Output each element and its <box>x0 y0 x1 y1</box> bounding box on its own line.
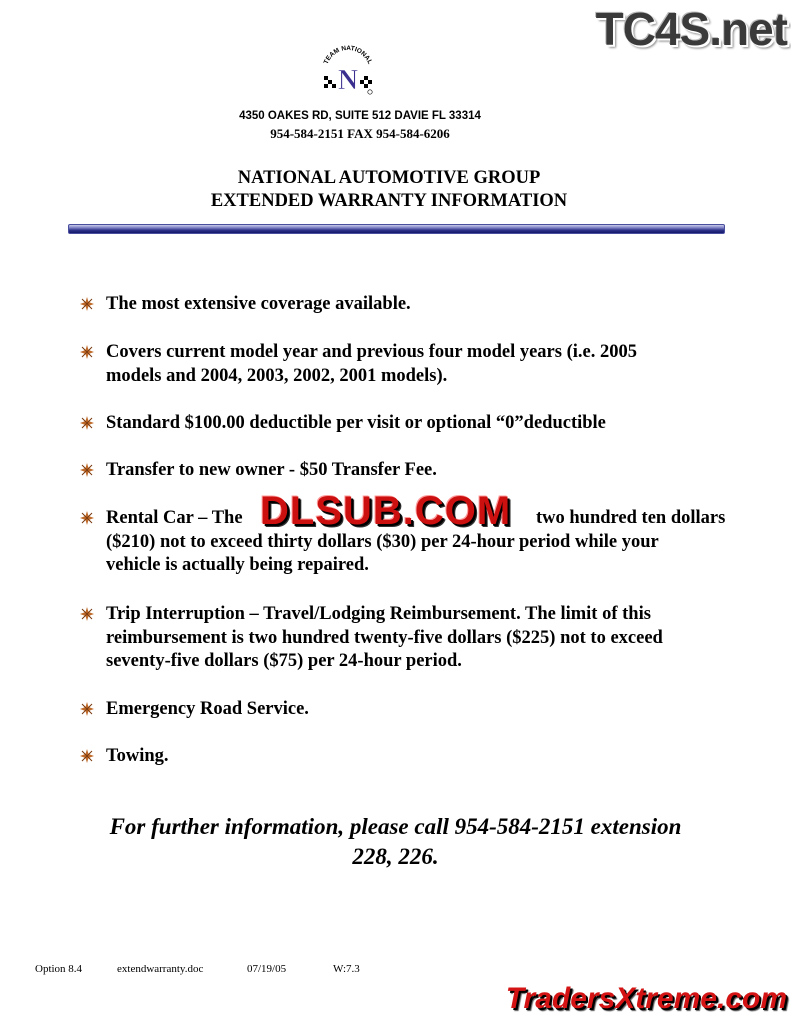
list-item-text: Trip Interruption – Travel/Lodging Reimbursement. The limit of this <box>106 604 651 624</box>
bullet-star-icon <box>80 702 94 716</box>
footer-version: W:7.3 <box>333 963 360 975</box>
watermark-top: TC4S.net <box>595 3 787 55</box>
bullet-star-icon <box>80 463 94 477</box>
list-item-text: Emergency Road Service. <box>106 699 309 719</box>
watermark-bottom: TradersXtreme.com <box>505 982 787 1015</box>
list-item-text: The most extensive coverage available. <box>106 294 411 314</box>
list-item-text: Covers current model year and previous four model years (i.e. 2005 <box>106 342 637 362</box>
list-item <box>80 412 756 436</box>
title-line-1: NATIONAL AUTOMOTIVE GROUP <box>237 168 541 188</box>
bullet-star-icon <box>80 607 94 621</box>
logo-arc-text: TEAM NATIONAL <box>322 44 374 66</box>
list-item-text-tail: two hundred ten dollars <box>536 508 726 528</box>
list-item-text: ($210) not to exceed thirty dollars ($30) per 24-hour period while your <box>106 531 659 552</box>
bullet-star-icon <box>80 511 94 525</box>
address-line: 4350 OAKES RD, SUITE 512 DAVIE FL 33314 <box>239 110 481 122</box>
bullet-star-icon <box>80 416 94 430</box>
list-item <box>80 698 756 722</box>
bullet-star-icon <box>80 345 94 359</box>
list-item-text: Standard $100.00 deductible per visit or optional “0”deductible <box>106 413 606 433</box>
watermark-middle: DLSUB.COM <box>260 489 512 533</box>
list-item <box>80 293 756 317</box>
header-divider <box>68 224 725 234</box>
list-item-text: Towing. <box>106 746 169 766</box>
logo-letter: N <box>337 65 359 96</box>
further-info-line-1: For further information, please call 954-584-2151 extension <box>109 814 682 839</box>
list-item-text: seventy-five dollars ($75) per 24-hour period. <box>106 651 462 671</box>
bullet-star-icon <box>80 297 94 311</box>
list-item <box>80 745 756 769</box>
footer-option: Option 8.4 <box>35 963 83 975</box>
phone-line: 954-584-2151 FAX 954-584-6206 <box>270 126 450 141</box>
list-item-text: Transfer to new owner - $50 Transfer Fee. <box>106 460 437 480</box>
further-info-line-2: 228, 226. <box>352 844 439 869</box>
footer-filename: extendwarranty.doc <box>117 963 204 975</box>
list-item <box>80 459 756 483</box>
list-item <box>80 603 756 674</box>
list-item-text: reimbursement is two hundred twenty-five dollars ($225) not to exceed <box>106 627 663 648</box>
svg-text:TEAM NATIONAL <box>323 45 374 65</box>
footer-date: 07/19/05 <box>247 963 287 975</box>
list-item <box>80 341 756 388</box>
list-item-text: Rental Car – The <box>106 508 243 528</box>
list-item-text: vehicle is actually being repaired. <box>106 555 369 575</box>
title-line-2: EXTENDED WARRANTY INFORMATION <box>210 191 568 211</box>
bullet-star-icon <box>80 749 94 763</box>
team-national-logo <box>318 42 378 96</box>
list-item-text: models and 2004, 2003, 2002, 2001 models). <box>106 365 448 386</box>
